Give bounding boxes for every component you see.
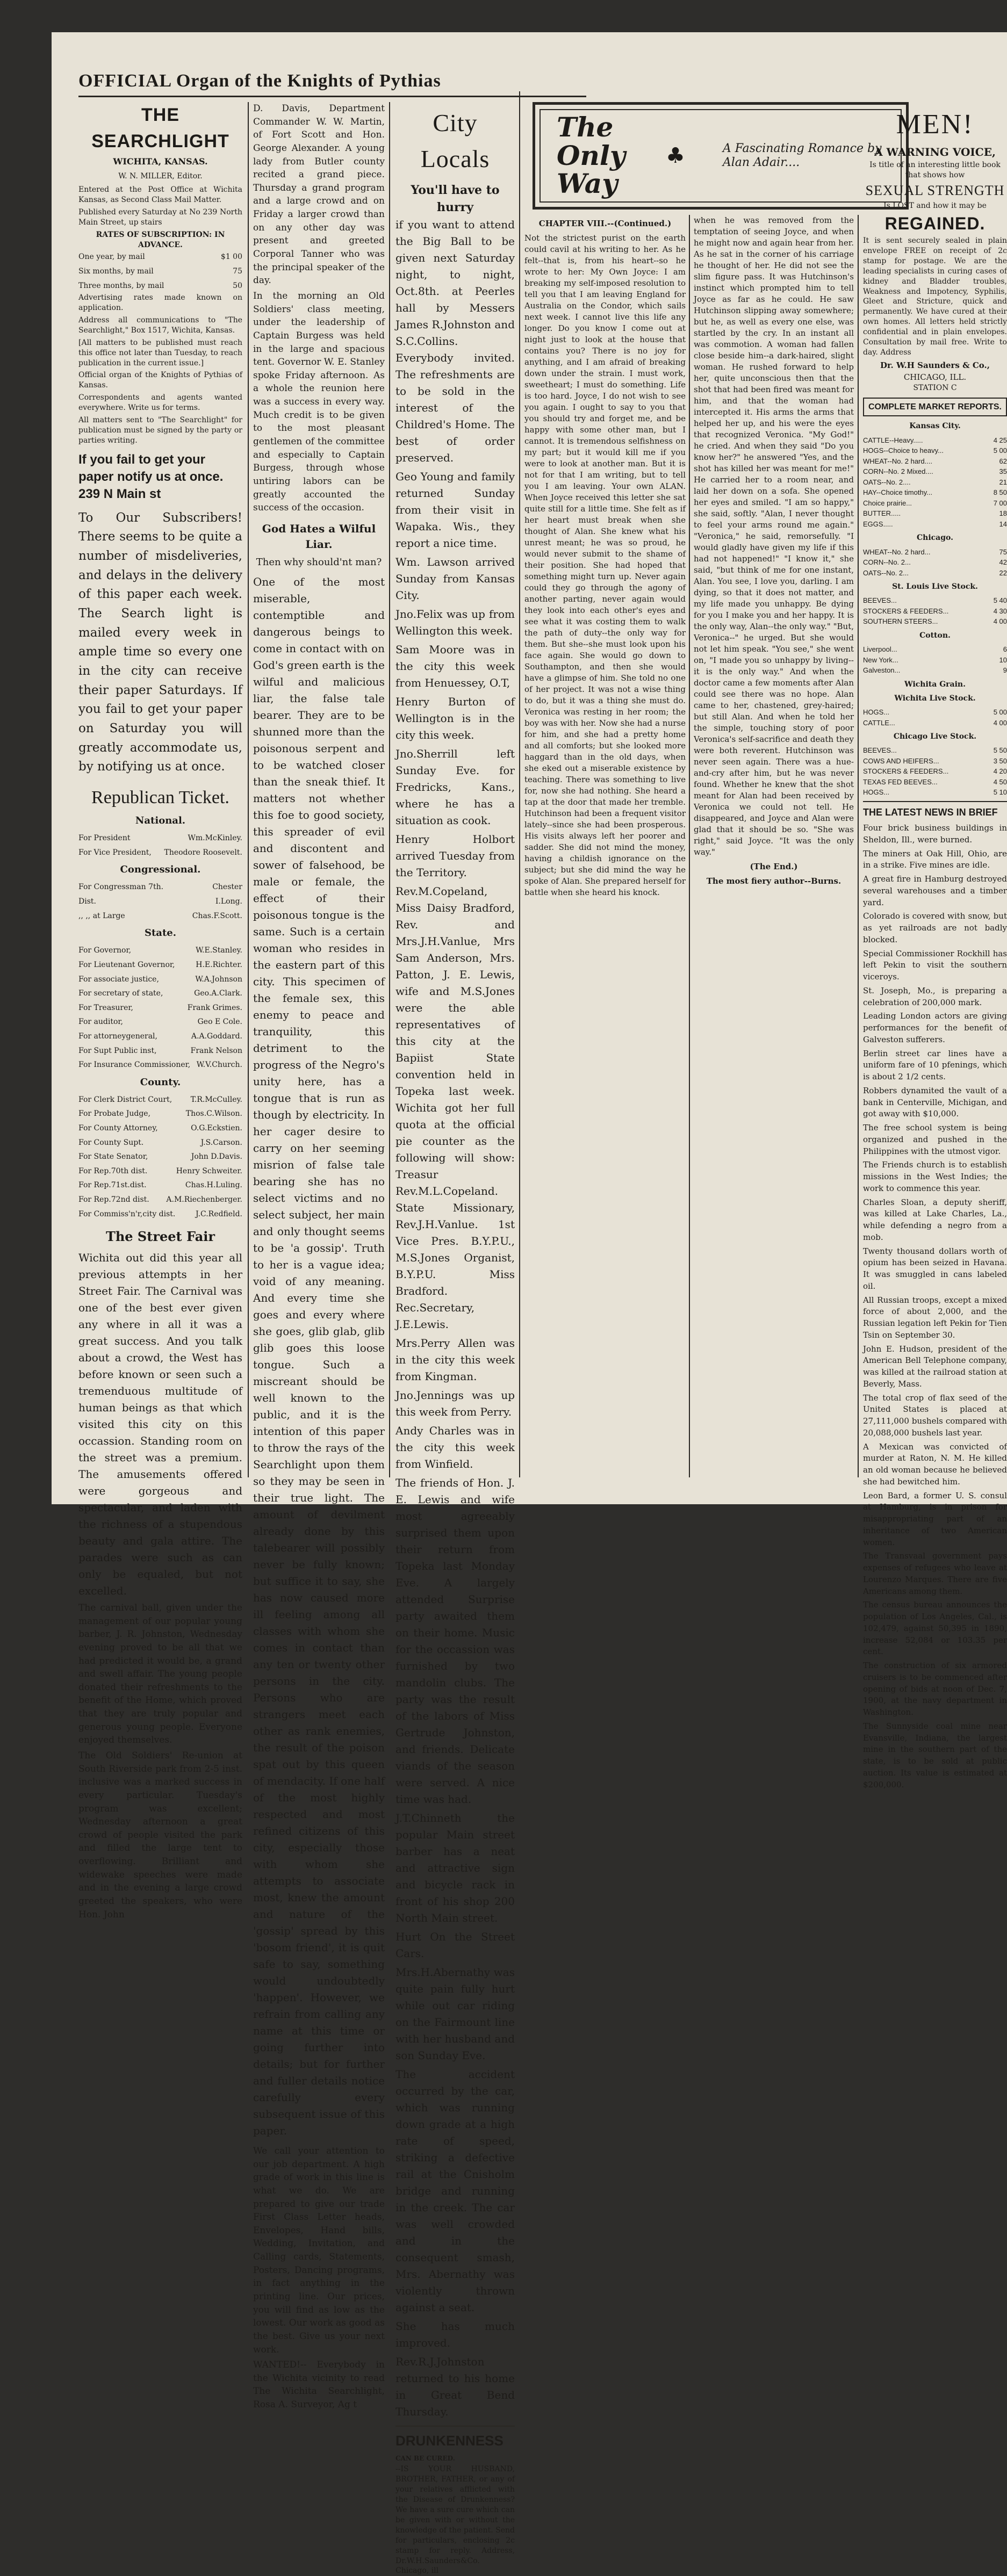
ticket-row (78, 1093, 242, 1107)
market-row (863, 508, 1007, 519)
markets-chicago-live-list (863, 745, 1007, 798)
market-row-label: WHEAT--No. 2 hard.... (863, 457, 933, 465)
masthead-note: Correspondents and agents wanted everywhere. Write us for terms. (78, 393, 242, 413)
ticket-row-value: Thos.C.Wilson. (185, 1109, 242, 1119)
city-locals-title: City Locals (420, 109, 490, 172)
market-row-label: HOGS--Choice to heavy... (863, 446, 944, 455)
news-brief-item: Berlin street car lines have a uniform fare of 10 pfenings, which is about 2 1/2 cents. (863, 1048, 1007, 1082)
serial-title-box (533, 102, 909, 210)
city-local-item: Andy Charles was in the city this week from Winfield. (395, 1424, 515, 1471)
markets-kc-list (863, 435, 1007, 530)
news-brief-item: The Transvaal government pays expenses of refugees who leave at Lourenzo Marques. There are five Americans among them. (863, 1551, 1007, 1596)
class-meeting-text: In the morning an Old Soldiers' class meeting, under the leadership of Captain Burgess was held in the large and spacious tent. Governor W. E. Stanley spoke Friday afternoon. As a whole the reunion here was a success in every way. Much credit is to be given to the most pleasant gentlemen of the committee and especially to Captain Burgess, through whose untiring labors can be greatly accounted the success of the occasion. (253, 290, 385, 514)
serial-column-a (524, 215, 686, 1477)
city-local-item: Henry Burton of Wellington is in the city this week. (395, 695, 515, 742)
market-row (863, 466, 1007, 477)
right-column (863, 102, 1007, 1790)
drunkenness-text: --IS YOUR HUSBAND, BROTHER, FATHER, or any of your relatives afflicted with the Disease of Drunkenness? We have a sure cure which can be given with or without the knowledge of the patient. Send for particulars, enclosing 2c stamp for reply. Address, Dr.W.H.Saunders&Co. Chicago, ill (395, 2465, 515, 2575)
ticket-row-value: Geo.A.Clark. (194, 989, 242, 998)
ticket-row (78, 1044, 242, 1058)
ticket-row-label: For State Senator, (78, 1152, 148, 1161)
masthead-place: WICHITA, KANSAS. (113, 156, 208, 167)
masthead-note: All matters sent to "The Searchlight" for publication must be signed by the party or parties writing. (78, 416, 242, 445)
market-row (863, 616, 1007, 627)
city-local-item: Rev.R.J.Johnston returned to his home in Great Bend Thursday. (395, 2355, 515, 2419)
city-local-item: Jno.Felix was up from Wellington this week. (395, 608, 515, 638)
rates-list (78, 250, 242, 293)
market-row-label: CORN--No. 2... (863, 558, 911, 566)
rate-row-label: Three months, by mail (78, 281, 164, 290)
ticket-row-label: For Insurance Commissioner, (78, 1060, 191, 1070)
city-local-item: Rev.M.Copeland, Miss Daisy Bradford, Rev. and Mrs.J.H.Vanlue, Mrs Sam Anderson, Mrs. Patton, J. E. Lewis, wife and M.S.Jones were the able representatives of this city at the Bapiist State convention held in Topeka last week. Wichita got her full quota at the official pie counter as the following will show: Treasur Rev.M.L.Copeland. State Missionary, Rev.J.H.Vanlue. 1st Vice Pres. B.Y.P.U., M.S.Jones Organist, B.Y.P.U. Miss Bradford. Rec.Secretary, J.E.Lewis. (395, 885, 515, 1331)
markets-wichita-list (863, 707, 1007, 728)
market-row (863, 756, 1007, 767)
column-rule-2 (389, 102, 390, 1477)
ticket-state-label: State. (144, 927, 176, 939)
ticket-row (78, 1178, 242, 1193)
news-brief-item: Leon Bard, a former U. S. consul at Hamburg, is in prison for misappropriating part of an inheritance of two American women. (863, 1490, 1007, 1547)
news-brief-item: The free school system is being organized and pushed in the Philippines with the utmost vigor. (863, 1123, 1007, 1156)
market-row (863, 435, 1007, 446)
news-brief-item: The Friends church is to establish missions in the West Indies; the work to commence this year. (863, 1160, 1007, 1193)
ticket-row (78, 1193, 242, 1207)
market-row-value: 4 20 (993, 767, 1007, 776)
market-row-value: 7 00 (993, 499, 1007, 507)
ticket-row-label: For President (78, 834, 131, 843)
market-row-value: 42 (999, 558, 1007, 566)
news-brief-item: Colorado is covered with snow, but as yet railroads are not badly blocked. (863, 911, 1007, 944)
market-row-value: 4 00 (993, 617, 1007, 626)
ticket-row-label: For Treasurer, (78, 1003, 133, 1012)
city-local-item: Henry Holbort arrived Tuesday from the Territory. (395, 833, 515, 879)
market-row-label: Choice prairie... (863, 499, 912, 507)
masthead-editor: W. N. MILLER, Editor. (118, 171, 203, 181)
market-row (863, 498, 1007, 509)
ticket-row (78, 1121, 242, 1136)
market-row-value: 8 50 (993, 488, 1007, 497)
market-row-value: 6 (1003, 645, 1007, 654)
ticket-row-value: Henry Schweiter. (176, 1166, 242, 1175)
market-row (863, 477, 1007, 488)
ticket-county-label: County. (140, 1076, 181, 1088)
market-row (863, 595, 1007, 606)
liar-article: One of the most miserable, contemptible and dangerous beings to come in contact with on God's green earth is the wilful and malicious liar, the false tale bearer. They are to be shunned more than the poisonous serpent and to be watched closer than the sneak thief. It matters not whether this foe to good society, this spreader of evil and discontent and sower of falsehood, be male or female, the effect of their poisonous tongue is the same. Such is a certain woman who resides in the eastern part of this city. This specimen of the female sex, this enemy to peace and tranquility, this detriment to the progress of the Negro's unity here, has a tongue that is run as though by electricity. In her cager desire to carry on her seeming misrion of false tale bearing she has no select victims and no select subject, her main and only thought seems to be 'a gossip'. Truth to her is a vague idea; void of any meaning. And every time she goes and every where she goes, glib glab, glib glib goes this loose tongue. Such a miscreant should be well known to the public, and it is the intention of this paper to throw the rays of the Searchlight upon them so they may be seen in their true light. The amount of devilment already done by this talebearer will possibly never be fully known; but suffice it to say, she has now caused more ill feeling among all classes with whom she comes in contact than any ten or twenty other persons in the city. Persons who are strangers meet each other as rank enemies, the result of the poison spat out by this queen of mendacity. If one half of the most highly respected and most refined citizens of this city, especially those with whom she attempts to associate most, knew the amount and nature of the 'gossip' spread by this 'bosom friend', it is quit safe to say, something would undoubtedly 'happen'. However, we refrain from calling any name at this time or going further into details; but for further and fuller details notice carefully every subsequent issue of this paper. (253, 575, 385, 2137)
market-row (863, 787, 1007, 798)
city-local-item: if you want to attend the Big Ball to be given next Saturday night, to night, Oct.8th. at Peerles hall by Messers James R.Johnston and S.C.Collins. Everybody invited. The refreshments are to be sold in the interest of the Childred's Home. The best of order preserved. (395, 218, 515, 465)
street-fair-title: The Street Fair (105, 1229, 215, 1245)
masthead-note: Address all communications to "The Searchlight," Box 1517, Wichita, Kansas. (78, 315, 242, 335)
drunkenness-headline: DRUNKENNESS (395, 2433, 504, 2449)
market-row-value: 5 40 (993, 596, 1007, 605)
masthead-note: Advertising rates made known on application. (78, 293, 242, 313)
market-row-label: COWS AND HEIFERS... (863, 756, 939, 765)
ticket-row-label: For auditor, (78, 1018, 123, 1027)
wanted-text: WANTED!-- Everybody in the Wichita vicinity to read The Wichita Searchlight, Rosa A. Surveyor, Ag t (253, 2359, 385, 2411)
ticket-row-value: J.C.Redfield. (196, 1209, 242, 1218)
ticket-row-label: For associate justice, (78, 975, 159, 984)
market-row (863, 547, 1007, 558)
news-brief-item: All Russian troops, except a mixed force of about 2,000, and the Russian legation left Pekin for Tien Tsin on September 30. (863, 1295, 1007, 1340)
market-row-label: BEEVES... (863, 746, 897, 755)
markets-chicago-live-head: Chicago Live Stock. (893, 732, 977, 741)
drunkenness-side: CAN BE CURED. (395, 2454, 455, 2462)
carnival-ball-text: The carnival ball, given under the management of our popular young barber, J. R. Johnston, Wednesday evening proved to be all that we had predicted it would be, a grand and swell affair. The young people donated their refreshments to the benefit of the Home, which proved that they are truly popular and generous young people. Everyone enjoyed themselves. (78, 1602, 242, 1746)
ticket-row-label: For Governor, (78, 946, 132, 955)
markets-kc-head: Kansas City. (909, 422, 961, 431)
ticket-row-value: H.E.Richter. (196, 960, 242, 969)
ticket-row (78, 846, 242, 860)
city-locals-subtitle: You'll have to hurry (411, 183, 500, 215)
serial-end: (The End.) (750, 862, 798, 871)
rates-heading: RATES OF SUBSCRIPTION: IN ADVANCE. (96, 230, 225, 249)
ticket-row (78, 986, 242, 1001)
ticket-national-label: National. (135, 815, 186, 827)
city-local-item: Mrs.H.Abernathy was quite pain fully hurt while out car riding on the Fairmount line with her husband and son Sunday Eve. (395, 1966, 515, 2062)
market-row-value: 5 10 (993, 788, 1007, 797)
market-row-label: CORN--No. 2 Mixed.... (863, 467, 933, 476)
serial-chapter: CHAPTER VIII.--(Continued.) (538, 219, 672, 228)
markets-wichita-live-head: Wichita Live Stock. (894, 694, 976, 703)
banner-rule (78, 96, 586, 97)
ticket-row (78, 1164, 242, 1179)
ticket-congressional-list (78, 880, 242, 923)
market-row-label: BEEVES... (863, 596, 897, 605)
rate-row-label: Six months, by mail (78, 267, 154, 276)
news-brief-item: St. Joseph, Mo., is preparing a celebration of 200,000 mark. (863, 985, 1007, 1007)
markets-cotton-head: Cotton. (919, 631, 951, 640)
market-row-value: 14 (999, 519, 1007, 528)
market-row-value: 3 50 (993, 756, 1007, 765)
ad-warning: A WARNING VOICE, (874, 146, 996, 159)
rate-row (78, 279, 242, 293)
markets-stl-head: St. Louis Live Stock. (892, 582, 978, 591)
ad-sexual-strength: SEXUAL STRENGTH (865, 183, 1005, 199)
ticket-row-value: Theodore Roosevelt. (164, 848, 242, 857)
ticket-row (78, 1001, 242, 1015)
ticket-row (78, 1029, 242, 1044)
ticket-row-value: Chas.F.Scott. (192, 911, 242, 920)
market-row-label: CATTLE--Heavy..... (863, 436, 923, 444)
city-local-item: Jno.Jennings was up this week from Perry. (395, 1389, 515, 1419)
market-row (863, 665, 1007, 676)
market-row-label: BUTTER..... (863, 509, 901, 518)
masthead-published: Published every Saturday at No 239 North Main Street, up stairs (78, 207, 242, 227)
city-local-item: She has much improved. (395, 2320, 515, 2350)
markets-title: COMPLETE MARKET REPORTS. (863, 398, 1007, 416)
market-row-value: 4 25 (993, 436, 1007, 444)
ticket-row-value: Geo E Cole. (197, 1018, 242, 1027)
market-row-label: Liverpool... (863, 645, 897, 654)
latest-news-list (863, 822, 1007, 1791)
city-local-item: Hurt On the Street Cars. (395, 1930, 515, 1960)
ticket-row-label: For Probate Judge, (78, 1109, 151, 1119)
news-brief-item: Robbers dynamited the vault of a bank in Centerville, Michigan, and got away with $10,000. (863, 1085, 1007, 1119)
market-row-value: 10 (999, 655, 1007, 664)
ticket-row (78, 1015, 242, 1029)
column-1 (78, 102, 242, 1920)
ticket-national-list (78, 831, 242, 860)
market-row-label: HOGS... (863, 788, 890, 797)
news-brief-item: The construction of six armored cruisers is to be commenced after opening of bids at noon of Dec. 7, 1900, at the navy department in Washington. (863, 1661, 1007, 1718)
market-row-label: STOCKERS & FEEDERS... (863, 607, 949, 615)
ticket-row-label: For Rep.71st.dist. (78, 1181, 147, 1190)
markets-cotton-list (863, 644, 1007, 676)
ad-intro: Is title of an interesting little book that shows how (869, 161, 1001, 180)
ticket-row-value: T.R.McCulley. (190, 1095, 242, 1104)
rate-row-value: $1 00 (220, 252, 242, 262)
ticket-row (78, 831, 242, 846)
serial-footer: The most fiery author--Burns. (706, 876, 841, 886)
clover-ornament-icon: ♣ (666, 143, 685, 168)
city-local-item: Mrs.Perry Allen was in the city this week from Kingman. (395, 1337, 515, 1383)
market-row (863, 519, 1007, 530)
city-local-item: Jno.Sherrill left Sunday Eve. for Fredricks, Kans., where he has a situation as cook. (395, 747, 515, 827)
market-row-label: OATS--No. 2... (863, 568, 909, 577)
news-brief-item: Leading London actors are giving performances for the benefit of Galveston sufferers. (863, 1011, 1007, 1044)
market-row-value: 4 50 (993, 777, 1007, 786)
ticket-row-label: For Lieutenant Governor, (78, 960, 175, 969)
market-row (863, 707, 1007, 718)
market-row (863, 655, 1007, 666)
ticket-row (78, 1107, 242, 1121)
news-brief-item: The total crop of flax seed of the United States is placed at 27,111,000 bushels compared with 20,088,000 bushels last year. (863, 1392, 1007, 1438)
ticket-row-value: John D.Davis. (191, 1152, 242, 1161)
news-brief-item: The census bureau announces the population of Los Angeles, Cal., is 102,479, against 50,395 in 1890, increase 52,084 or 103.35 per cent. (863, 1600, 1007, 1657)
market-row-label: WHEAT--No. 2 hard... (863, 547, 931, 556)
subscriber-notice: If you fail to get your paper notify us at once. 239 N Main st (78, 452, 224, 502)
serial-title: The Only Way (557, 111, 625, 200)
ticket-congressional-label: Congressional. (120, 864, 201, 876)
ad-station: STATION C (913, 384, 957, 393)
latest-news-title: THE LATEST NEWS IN BRIEF (863, 801, 1007, 819)
market-row (863, 718, 1007, 728)
ticket-row-label: For Clerk District Court, (78, 1095, 172, 1104)
market-row-label: OATS--No. 2.... (863, 478, 911, 486)
ticket-row-value: W.E.Stanley. (196, 946, 242, 955)
masthead-notes (78, 293, 242, 445)
city-locals-list (395, 217, 515, 2420)
city-local-item: Wm. Lawson arrived Sunday from Kansas City. (395, 555, 515, 602)
city-local-item: J.T.Chinneth the popular Main street barber has a neat and attractive sign and bicycle rack in front of his shop 200 North Main street. (395, 1812, 515, 1925)
ticket-row-label: For Vice President, (78, 848, 152, 857)
market-row-value: 75 (999, 547, 1007, 556)
reunion-continued: D. Davis, Department Commander W. W. Martin, of Fort Scott and Hon. George Alexander. A young lady from Butler county recited a grand piece. Thursday a grand program and a large crowd and on Friday a larger crowd than on any other day was present and greeted Corporal Tanner who was the principal speaker of the day. (253, 103, 385, 286)
market-row-value: 9 (1003, 666, 1007, 675)
masthead-note: [All matters to be published must reach this office not later than Tuesday, to reach publication in the current issue.] (78, 338, 242, 367)
ticket-county-list (78, 1093, 242, 1221)
market-row-value: 62 (999, 457, 1007, 465)
rate-row-value: 75 (233, 267, 242, 276)
city-local-item: Sam Moore was in the city this week from Henuessey, O.T, (395, 643, 515, 690)
ticket-row-value: A.M.Riechenberger. (166, 1195, 242, 1204)
ad-city: CHICAGO, ILL. (903, 372, 967, 382)
newspaper-page (52, 32, 1007, 2575)
serial-text-b: when he was removed from the temptation of seeing Joyce, and when he might now and again hear from her. As he sat in the corner of his carriage he thought of her. He did not see the slim figure pass. It was Hutchinson's instinct which prompted him to tell Joyce as far as he could. He saw Hutchinson slipping away somewhere; but he, as well as every one else, was startled by the cry. In an instant all was commotion. A woman had fallen close beside him--a dark-haired, slight woman. He rushed forward to help her, quite unconscious then that the shot that had been fired was meant for him, and that the woman had intercepted it. His arms the arms that helped her up, and his were the eyes that recognized Veronica. "My God!" he cried. And when they said "Do you know her?" he answered "Yes, and the shot has killed her was meant for me!" He carried her to a room near, and laid her down on a sofa. She opened her eyes and smiled. "I am so happy," she said, softly. "Alan, I never thought to feel your arms round me again." "Veronica," he said, remorsefully. "I would gladly have given my life if this had not happened!" "I know it," she said, "but think of me for one instant, Alan. You see, I love you, darling. I am dying, so that it does not matter, and my life made you unhappy. Be dying for you I make you and her happy. It is the only way, Alan--the only way." "But, Veronica--" he urged. But she would not let him speak. "You see," she went on, "I made you so unhappy by living--it is the only way." And when the doctor came a few moments after Alan could see there was no hope. Alan came to her, chastened, grey-haired; but still Alan. And when he told her the simple, touching story of poor Veronica's self-sacrifice and death they were both reverent. Hutchinson was never seen again. There was a hue-and-cry after him, but he was never found. Whether he knew that the shot meant for Alan had been received by Veronica we could not tell. He disappeared, and Joyce and Alan were glad that it should be so. "She was right," said Joyce. "It was the only way." (694, 215, 854, 857)
news-brief-item: A Mexican was convicted of murder at Raton, N. M. He killed an old woman because he believed she had bewitched him. (863, 1441, 1007, 1487)
column-3 (395, 102, 515, 2575)
ticket-row-label: ,, ,, at Large (78, 911, 125, 920)
market-row (863, 568, 1007, 579)
news-brief-item: Charles Sloan, a deputy sheriff, was killed at Lake Charles, La., while defending a negro from a mob. (863, 1197, 1007, 1242)
ad-firm: Dr. W.H Saunders & Co., (880, 360, 990, 370)
serial-title-inner (540, 109, 902, 203)
market-row-label: EGGS..... (863, 519, 893, 528)
market-row-value: 5 50 (993, 746, 1007, 755)
subscriber-article: To Our Subscribers! There seems to be quite a number of misdeliveries, and delays in the delivery of this paper each week. The Search light is mailed every week in ample time so every one in the city can receive their paper Saturdays. If you fail to get your paper on Saturday you will greatly accommodate us, by notifying us at once. (78, 510, 242, 774)
ad-lost: Is LOST and how it may be (883, 201, 987, 210)
markets-wichita-grain-head: Wichita Grain. (904, 680, 966, 689)
market-row-value: 22 (999, 568, 1007, 577)
ticket-row-label: For attorneygeneral, (78, 1031, 157, 1041)
ticket-row (78, 1207, 242, 1222)
market-row-value: 4 00 (993, 718, 1007, 727)
ticket-title: Republican Ticket. (91, 787, 229, 807)
market-row (863, 445, 1007, 456)
ticket-row-value: Chester I.Long. (212, 883, 242, 906)
market-row (863, 777, 1007, 788)
market-row (863, 606, 1007, 617)
serial-column-b (694, 215, 854, 1477)
serial-divider (689, 215, 690, 1477)
market-row-label: STOCKERS & FEEDERS... (863, 767, 949, 776)
market-row (863, 456, 1007, 467)
city-local-item: The accident occurred by the car, which was running down grade at a high rate of speed, striking a defective rail at the Cnisholm bridge and running in the creek. The car was well crowded and in the consequent smash, Mrs. Abernathy was violently thrown against a seat. (395, 2068, 515, 2314)
ticket-row-value: J.S.Carson. (200, 1138, 242, 1147)
ticket-row-label: For County Supt. (78, 1138, 144, 1147)
market-row-value: 18 (999, 509, 1007, 518)
job-department-text: We call your attention to our job department. A high grade of work in this line is what we do. We are prepared to give our trade First Class Letter heads, Envelopes, Hand bills, Wedding, Invitation, and Calling cards, Statements, Posters, Dancing programs, in fact anything in the printing line. Our prices, you will find as low as the lowest. Our work as good as the best. Give us your next work. (253, 2145, 385, 2355)
news-brief-item: A great fire in Hamburg destroyed several warehouses and a timber yard. (863, 874, 1007, 907)
ticket-row-value: Frank Grimes. (187, 1003, 242, 1012)
liar-title: God Hates a Wilful Liar. (262, 522, 376, 551)
market-row (863, 644, 1007, 655)
ticket-row (78, 943, 242, 958)
ticket-row (78, 1136, 242, 1150)
serial-text-a: Not the strictest purist on the earth could cavil at his writing to her. As he felt--that is, from his heart--so he wrote to her: My Own Joyce: I am breaking my self-imposed resolution to tell you that I am leaving England for Australia on the Condor, which sails next week. I cannot live this life any longer. Do you know I come out at night just to look at the house that contains you? There is no joy for anything, and I am afraid of breaking down under the strain. I must work, sweetheart; I must do something. Life is too hard. Joyce, I do not wish to see you again. I ought to say to you that you should try and forget me, and be happy with some other man, but I cannot. It is tremendous selfishness on my part; but it would kill me if you were to look at another man. But it is not for that I am writing, but to tell you I am leaving. Your own ALAN. When Joyce received this letter she sat quite still for a little time. She felt as if her heart must break when she thought of Alan. She knew what his unrest meant; he was so proud, he would never submit to the shame of their position. She had hoped that something might turn up. Never again could they go through the agony of another parting, never again would they look into each other's eyes and see what it was costing them to walk the path of duty--the only way for them. But she--she must look upon his face again. She would go down to Southampton, and then she would have a glimpse of him. She told no one of her project. It was not a wise thing to do, but it was a thing she must do. Veronica was resting in her room; the boy was with her. Now she had a nurse for him, and she had a pretty home and all comforts; but she looked more haggard than in the old days, when she eked out a miserable existence by teaching. There was something to live for, now she had nothing. She heard a tap at the door that made her tremble. Hutchinson had been a frequent visitor lately--since she had been prosperous. His visits always left her poorer and sadder. She did not mind the money, having a childish ignorance on the subject; but she did mind the way he spoke of Alan. She prepared herself for battle when she heard his knock. (524, 233, 686, 897)
column-rule-1 (248, 102, 249, 1477)
market-row-label: CATTLE... (863, 718, 895, 727)
rate-row (78, 264, 242, 279)
markets-chicago-list (863, 547, 1007, 579)
city-local-item: The friends of Hon. J. E. Lewis and wife most agreeably surprised them upon their return from Topeka last Monday Eve. A largely attended Surprise party awaited them on their home. Music for the occassion was furnished by two mandolin clubs. The party was the result of the labors of Miss Gertrude Johnston, and friends. Delicate viands of the season were served. A nice time was had. (395, 1476, 515, 1806)
ticket-row (78, 958, 242, 972)
ticket-row-label: For County Attorney, (78, 1123, 158, 1132)
liar-subtitle: Then why should'nt man? (256, 556, 382, 568)
masthead-entered: Entered at the Post Office at Wichita Kansas, as Second Class Mail Matter. (78, 185, 242, 204)
market-row (863, 766, 1007, 777)
ticket-row-label: For Commiss'n'r,city dist. (78, 1209, 176, 1218)
markets-stl-list (863, 595, 1007, 627)
ticket-row-value: O.G.Eckstien. (191, 1123, 242, 1132)
ticket-row-label: For secretary of state, (78, 989, 163, 998)
ticket-row-value: A.A.Goddard. (191, 1031, 242, 1041)
ticket-row-value: W.V.Church. (196, 1060, 242, 1070)
serial-tagline: A Fascinating Romance by Alan Adair.... (722, 141, 882, 169)
ticket-row-label: For Rep.72nd dist. (78, 1195, 149, 1204)
market-row-value: 35 (999, 467, 1007, 476)
news-brief-item: Four brick business buildings in Sheldon, Ill., were burned. (863, 823, 1007, 845)
news-brief-item: Special Commissioner Rockhill has left Pekin to visit the southern viceroys. (863, 948, 1007, 982)
drunkenness-ad (395, 2426, 515, 2576)
city-local-item: Geo Young and family returned Sunday from their visit in Wapaka. Wis., they report a nice time. (395, 470, 515, 550)
column-rule-3 (519, 91, 520, 1477)
rate-row-value: 50 (233, 281, 242, 290)
market-row-label: New York... (863, 655, 898, 664)
news-brief-item: The Sunnyside coal mine near Evansville, Indiana, the largest mine in the southern part of the state, is to be sold at public auction. Its value is estimated at $200,000. (863, 1721, 1007, 1790)
masthead-title: THE SEARCHLIGHT (91, 105, 229, 152)
news-brief-item: The miners at Oak Hill, Ohio, are in a strike. Five mines are idle. (863, 848, 1007, 870)
masthead-note: Official organ of the Knights of Pythias of Kansas. (78, 371, 242, 390)
ticket-row-label: For Rep.70th dist. (78, 1166, 148, 1175)
ad-men-headline: MEN! (896, 109, 974, 140)
reunion-text: The Old Soldiers' Re-union at South Riverside park from 2-5 inst. inclusive was a marked success in every particular. Tuesday's program was excellent; Wednesday afternoon a great crowd of people visited the park and filled the large tent to overflowing. Brilliant and widewake speeches were made and in the evening a large crowd greeted the speakers, who were Hon. John (78, 1750, 242, 1920)
rate-row (78, 250, 242, 264)
market-row (863, 745, 1007, 756)
market-row-label: HOGS... (863, 708, 890, 717)
ticket-row-value: W.A.Johnson (195, 975, 242, 984)
banner-headline: OFFICIAL Organ of the Knights of Pythias (78, 71, 441, 91)
street-fair-text: Wichita out did this year all previous attempts in her Street Fair. The Carnival was one of the best ever given any where in all it was a great success. And you talk about a crowd, the West has before known or seen such a tremenduous multitude of human beings as that which visited this city on this occassion. Standing room on the street was a premium. The amusements offered were gorgeous and spectacular, and laden with the richness of a stupendous beauty and gala attire. The parades were such as can only be equaled, but not excelled. (78, 1251, 242, 1597)
news-brief-item: John E. Hudson, president of the American Bell Telephone company, was killed at the railroad station at Beverly, Mass. (863, 1344, 1007, 1389)
ticket-row-value: Wm.McKinley. (188, 834, 242, 843)
ticket-row-label: For Congressman 7th. Dist. (78, 883, 164, 906)
ticket-row (78, 972, 242, 987)
market-row-value: 5 00 (993, 446, 1007, 455)
market-row-label: HAY--Choice timothy... (863, 488, 933, 497)
ticket-row (78, 880, 242, 908)
ad-regained: REGAINED. (884, 213, 986, 233)
market-row-label: Galveston... (863, 666, 901, 675)
market-row-label: TEXAS FED BEEVES... (863, 777, 938, 786)
rate-row-label: One year, by mail (78, 252, 145, 262)
ticket-row-value: Frank Nelson (190, 1046, 242, 1055)
market-row-label: SOUTHERN STEERS... (863, 617, 938, 626)
ad-body: It is sent securely sealed in plain envelope FREE on receipt of 2c stamp for postage. We are the leading specialists in curing cases of kidney and Bladder troubles, Weakness and Impotency, Syphilis, Gleet and Stricture, quick and permanently. We have cured at their own homes. All letters held strictly confidential and in plain envelopes. Consultation by mail free. Write to day. Address (863, 236, 1007, 357)
column-2 (253, 102, 385, 2411)
market-row (863, 487, 1007, 498)
column-rule-4 (858, 215, 859, 1477)
ticket-state-list (78, 943, 242, 1072)
markets-chicago-head: Chicago. (917, 533, 953, 543)
market-row-value: 21 (999, 478, 1007, 486)
market-row-value: 4 30 (993, 607, 1007, 615)
ticket-row-label: For Supt Public inst, (78, 1046, 157, 1055)
ticket-row (78, 909, 242, 923)
ticket-row (78, 1150, 242, 1164)
market-row-value: 5 00 (993, 708, 1007, 717)
news-brief-item: Twenty thousand dollars worth of opium has been seized in Havana. It was smuggled in cans labeled oil. (863, 1246, 1007, 1291)
ticket-row-value: Chas.H.Luling. (185, 1181, 242, 1190)
ticket-row (78, 1058, 242, 1072)
market-row (863, 557, 1007, 568)
